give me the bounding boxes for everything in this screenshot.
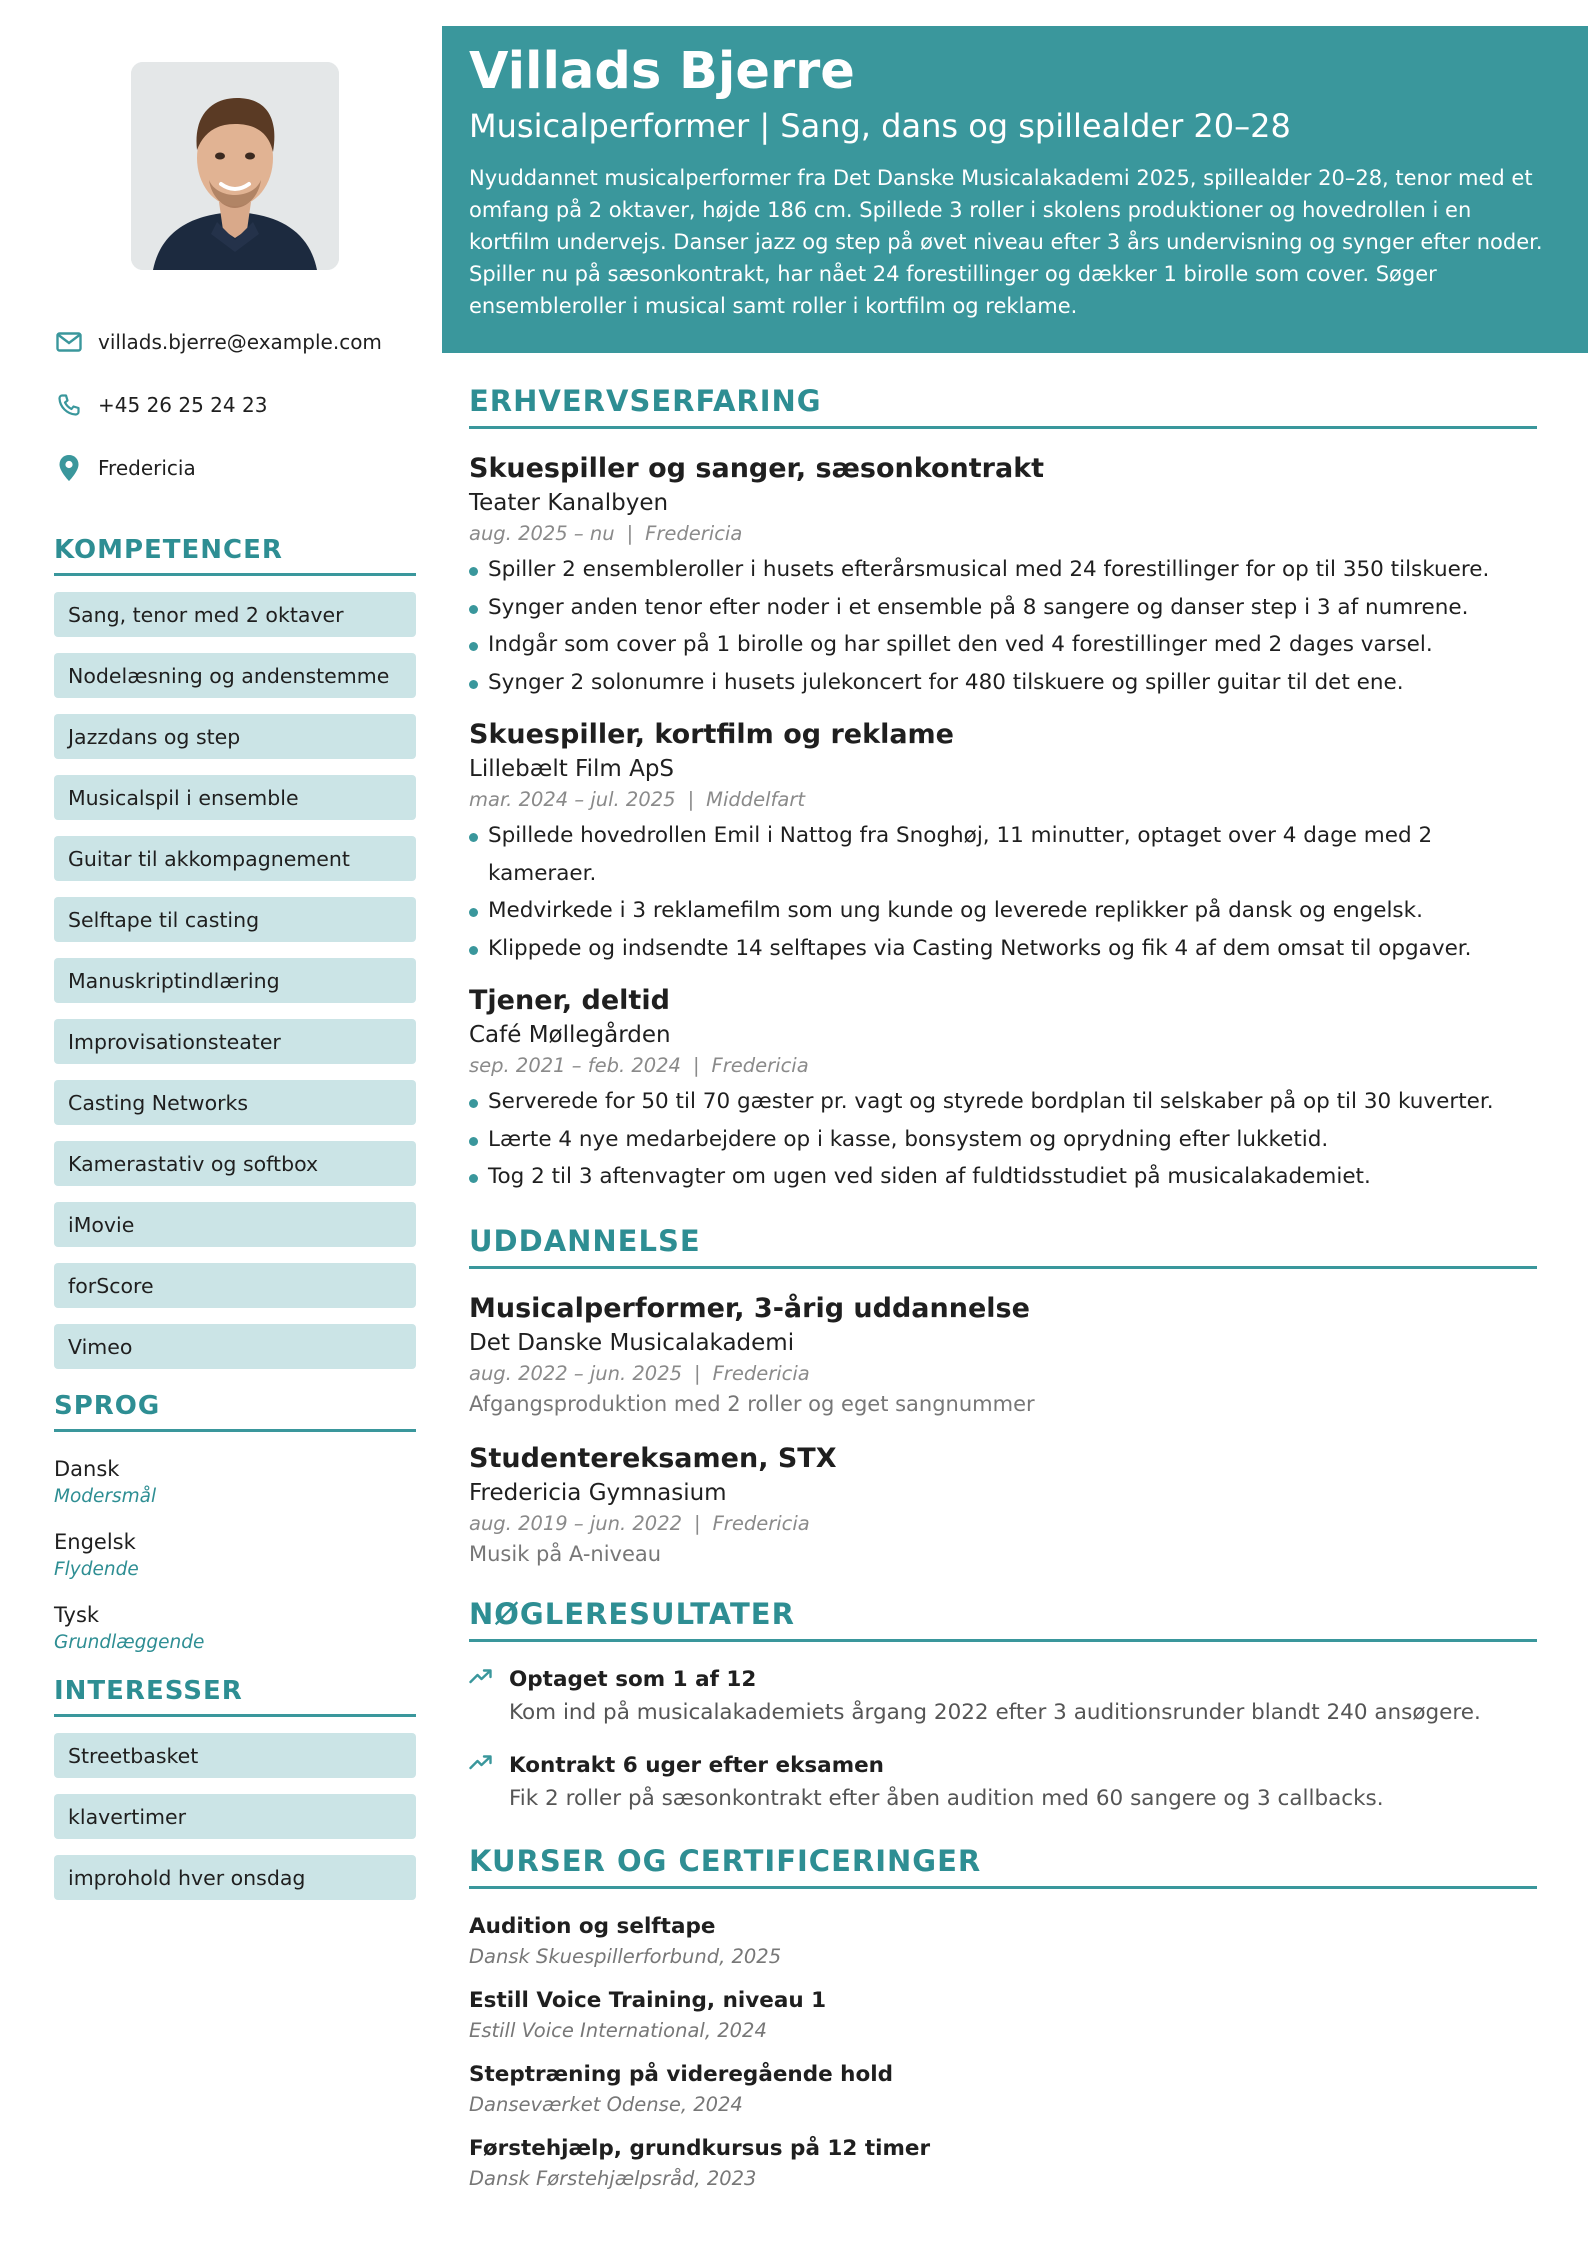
job-dates: aug. 2025 – nu [469,522,615,545]
course-meta: Dansk Førstehjælpsråd, 2023 [469,2166,757,2190]
job-bullets [469,551,1537,701]
bullet-item: Lærte 4 nye medarbejdere op i kasse, bonsystem og oprydning efter lukketid. [469,1121,1537,1159]
meta-separator: | [694,1511,701,1535]
language-item [54,1600,416,1656]
education-dates: aug. 2019 – jun. 2022 [469,1511,683,1535]
job-entry [469,983,1537,1196]
courses-section [469,1844,1537,2193]
languages-list [54,1454,416,1656]
job-meta [469,1051,1537,1081]
course-item [469,1911,1537,1971]
trending-up-icon [469,1664,509,1730]
job-employer: Café Møllegården [469,1022,671,1048]
job-entry [469,451,1537,701]
education-school: Det Danske Musicalakademi [469,1329,795,1356]
education-school: Fredericia Gymnasium [469,1479,727,1506]
contact-location [54,436,416,499]
skill-chip: Selftape til casting [54,897,416,942]
education-note: Afgangsproduktion med 2 roller og eget sangnummer [469,1391,1035,1416]
achievement-text: Kom ind på musicalakademiets årgang 2022 efter 3 auditionsrunder blandt 240 ansøgere. [509,1699,1481,1725]
job-title: Tjener, deltid [469,985,670,1016]
skill-chip: Musicalspil i ensemble [54,775,416,820]
language-level: Modersmål [54,1486,157,1507]
course-title: Steptræning på videregående hold [469,2061,894,2087]
main-content [469,384,1537,2221]
candidate-headline: Musicalperformer | Sang, dans og spillealder 20–28 [469,107,1291,145]
education-heading: UDDANNELSE [469,1224,1537,1269]
course-title: Audition og selftape [469,1913,716,1939]
language-name: Tysk [54,1603,100,1627]
course-meta: Estill Voice International, 2024 [469,2018,767,2042]
bullet-item: Tog 2 til 3 aftenvagter om ugen ved siden af fuldtidsstudiet på musicalakademiet. [469,1158,1537,1196]
achievement-item [469,1750,1537,1816]
contact-list [54,310,416,499]
course-title: Førstehjælp, grundkursus på 12 timer [469,2135,931,2161]
profile-photo [131,62,339,270]
phone-icon [54,390,84,420]
job-employer: Teater Kanalbyen [469,490,669,516]
education-title: Studentereksamen, STX [469,1442,837,1474]
meta-separator: | [687,788,695,811]
job-meta [469,785,1537,815]
job-place: Fredericia [645,522,743,545]
job-entry [469,717,1537,967]
experience-section [469,384,1537,1196]
languages-heading: SPROG [54,1391,416,1432]
job-place: Middelfart [706,788,806,811]
education-meta [469,1509,1537,1539]
job-bullets [469,1083,1537,1196]
skill-chip: Guitar til akkompagnement [54,836,416,881]
contact-phone[interactable] [54,373,416,436]
skills-list [54,592,416,1369]
bullet-item: Spillede hovedrollen Emil i Nattog fra Snoghøj, 11 minutter, optaget over 4 dage med 2 kameraer. [469,817,1537,892]
skill-chip: forScore [54,1263,416,1308]
education-place: Fredericia [712,1361,810,1385]
skill-chip: Kamerastativ og softbox [54,1141,416,1186]
job-bullets [469,817,1537,967]
meta-separator: | [626,522,634,545]
achievement-title: Kontrakt 6 uger efter eksamen [509,1752,884,1778]
achievement-item [469,1664,1537,1730]
education-entry [469,1441,1537,1569]
skill-chip: Vimeo [54,1324,416,1369]
skills-heading: KOMPETENCER [54,535,416,576]
bullet-item: Spiller 2 ensembleroller i husets efterårsmusical med 24 forestillinger for op til 350 tilskuere. [469,551,1537,589]
trending-up-icon [469,1750,509,1816]
experience-heading: ERHVERVSERFARING [469,384,1537,429]
education-place: Fredericia [712,1511,810,1535]
skill-chip: Nodelæsning og andenstemme [54,653,416,698]
education-dates: aug. 2022 – jun. 2025 [469,1361,683,1385]
education-title: Musicalperformer, 3-årig uddannelse [469,1292,1030,1324]
job-title: Skuespiller og sanger, sæsonkontrakt [469,453,1045,484]
skill-chip: Improvisationsteater [54,1019,416,1064]
language-name: Dansk [54,1457,120,1481]
language-level: Grundlæggende [54,1632,205,1653]
skill-chip: Sang, tenor med 2 oktaver [54,592,416,637]
course-meta: Danseværket Odense, 2024 [469,2092,743,2116]
language-level: Flydende [54,1559,139,1580]
bullet-item: Synger 2 solonumre i husets julekoncert for 480 tilskuere og spiller guitar til det ene. [469,664,1537,702]
job-title: Skuespiller, kortfilm og reklame [469,719,954,750]
education-meta [469,1359,1537,1389]
achievement-title: Optaget som 1 af 12 [509,1666,757,1692]
phone-text[interactable]: +45 26 25 24 23 [98,392,268,417]
achievements-heading: NØGLERESULTATER [469,1597,1537,1642]
location-text: Fredericia [98,455,196,480]
profile-summary: Nyuddannet musicalperformer fra Det Danske Musicalakademi 2025, spillealder 20–28, tenor med et omfang på 2 oktaver, højde 186 cm. Spillede 3 roller i skolens produktioner og hovedrollen i en kortfilm undervejs. Danser jazz og step på øvet niveau efter 3 års undervisning og synger efter noder. Spiller nu på sæsonkontrakt, har nået 24 forestillinger og dækker 1 birolle som cover. Søger ensembleroller i musical samt roller i kortfilm og reklame. [469,166,1543,318]
bullet-item: Serverede for 50 til 70 gæster pr. vagt og styrede bordplan til selskaber på op til 30 kuverter. [469,1083,1537,1121]
education-entry [469,1291,1537,1419]
course-item [469,1985,1537,2045]
job-meta [469,519,1537,549]
contact-email[interactable] [54,310,416,373]
bullet-item: Synger anden tenor efter noder i et ensemble på 8 sangere og danser step i 3 af numrene. [469,589,1537,627]
education-section [469,1224,1537,1569]
bullet-item: Klippede og indsendte 14 selftapes via Casting Networks og fik 4 af dem omsat til opgaver. [469,930,1537,968]
achievement-text: Fik 2 roller på sæsonkontrakt efter åben audition med 60 sangere og 3 callbacks. [509,1785,1384,1811]
course-item [469,2059,1537,2119]
language-name: Engelsk [54,1530,136,1554]
location-pin-icon [54,453,84,483]
job-place: Fredericia [711,1054,809,1077]
achievements-section [469,1597,1537,1816]
skill-chip: iMovie [54,1202,416,1247]
courses-heading: KURSER OG CERTIFICERINGER [469,1844,1537,1889]
interest-chip: klavertimer [54,1794,416,1839]
meta-separator: | [692,1054,700,1077]
language-item [54,1454,416,1510]
bullet-item: Indgår som cover på 1 birolle og har spillet den ved 4 forestillinger med 2 dages varsel. [469,626,1537,664]
course-title: Estill Voice Training, niveau 1 [469,1987,827,2013]
interest-chip: improhold hver onsdag [54,1855,416,1900]
job-dates: mar. 2024 – jul. 2025 [469,788,676,811]
portrait-illustration [131,62,339,270]
candidate-name: Villads Bjerre [469,42,855,101]
job-employer: Lillebælt Film ApS [469,756,675,782]
education-note: Musik på A-niveau [469,1541,662,1566]
sidebar [54,62,416,1916]
course-item [469,2133,1537,2193]
skill-chip: Jazzdans og step [54,714,416,759]
profile-header [442,26,1588,353]
interests-list [54,1733,416,1900]
bullet-item: Medvirkede i 3 reklamefilm som ung kunde og leverede replikker på dansk og engelsk. [469,892,1537,930]
course-meta: Dansk Skuespillerforbund, 2025 [469,1944,782,1968]
interests-heading: INTERESSER [54,1676,416,1717]
language-item [54,1527,416,1583]
meta-separator: | [694,1361,701,1385]
skill-chip: Manuskriptindlæring [54,958,416,1003]
job-dates: sep. 2021 – feb. 2024 [469,1054,681,1077]
mail-icon [54,327,84,357]
skill-chip: Casting Networks [54,1080,416,1125]
email-text[interactable]: villads.bjerre@example.com [98,329,382,354]
interest-chip: Streetbasket [54,1733,416,1778]
